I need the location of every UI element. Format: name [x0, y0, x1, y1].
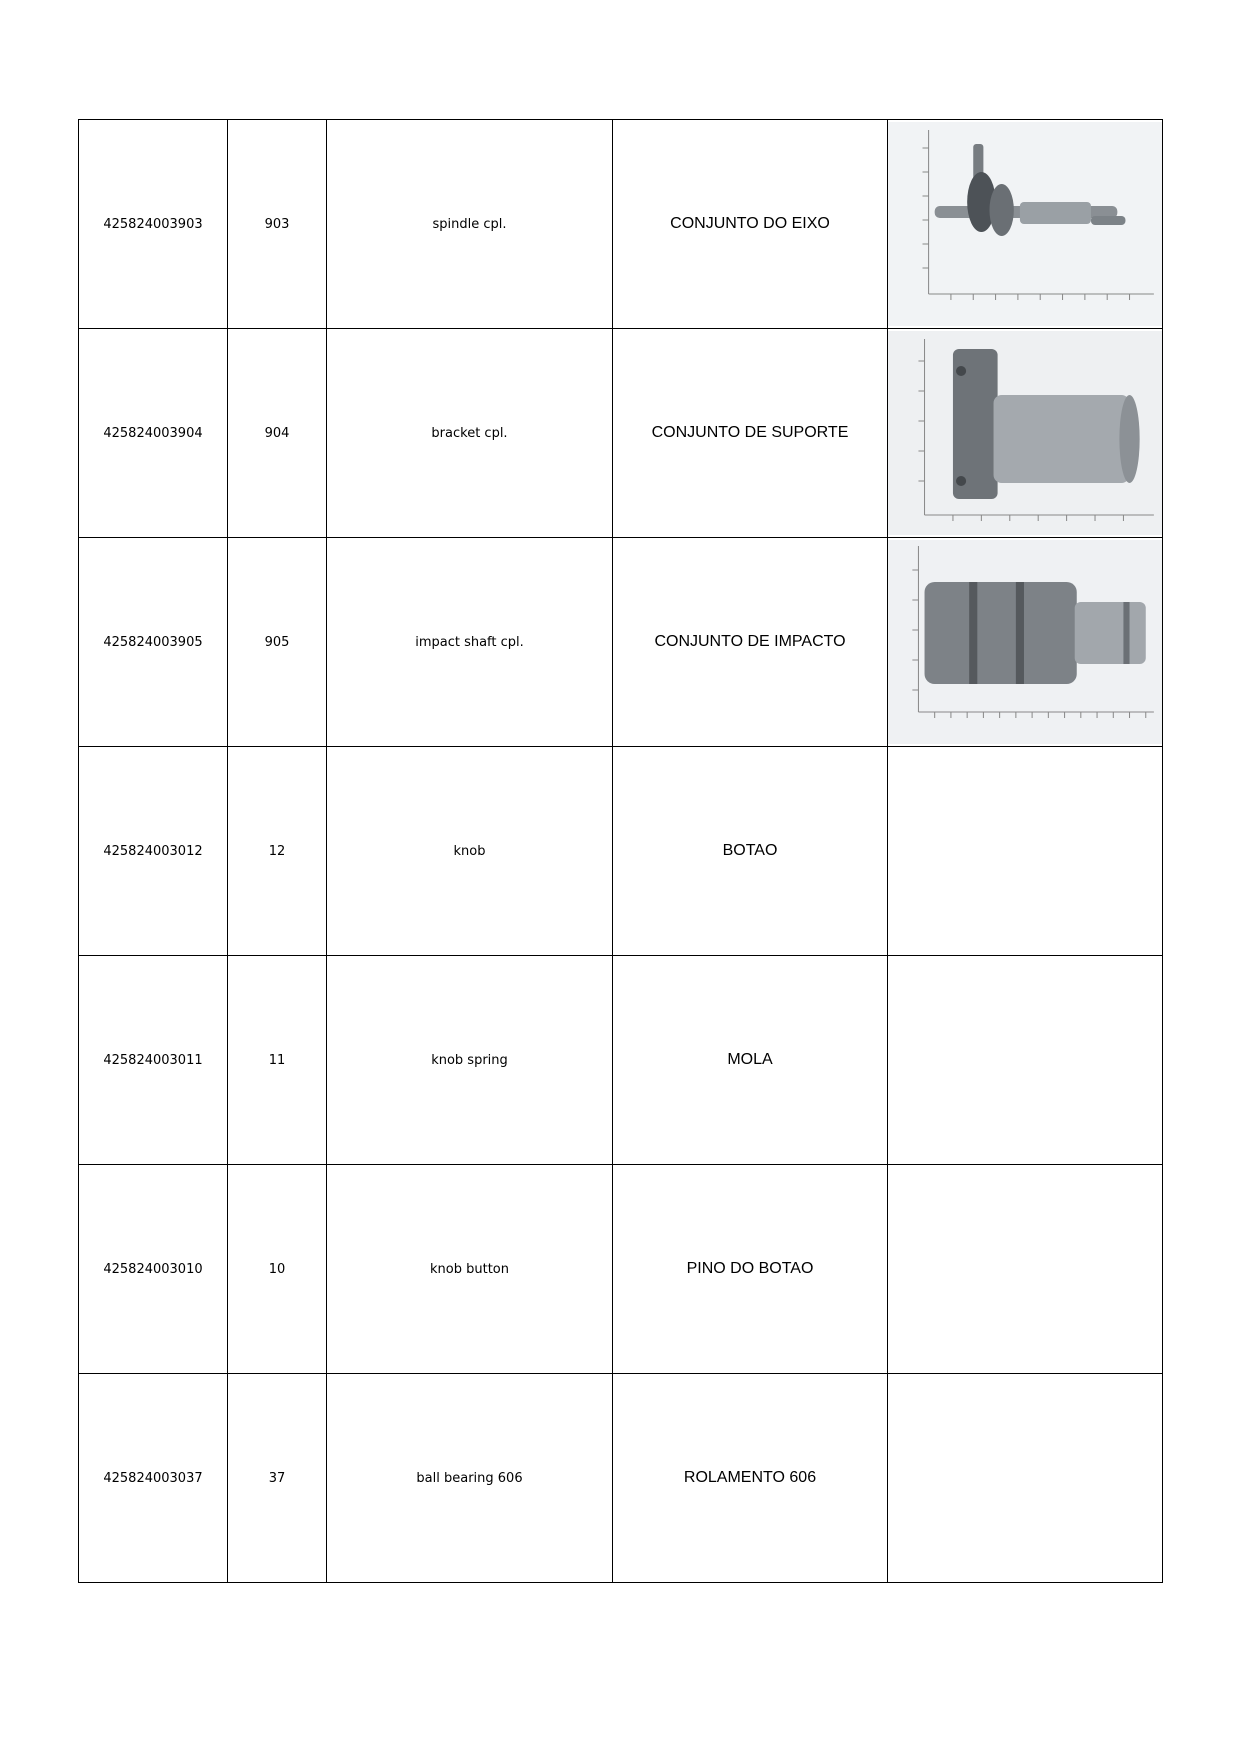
part-name-en: bracket cpl.	[327, 329, 613, 538]
part-name-pt: BOTAO	[613, 747, 888, 956]
part-name-en: knob	[327, 747, 613, 956]
table-row	[79, 538, 1163, 747]
part-code: 425824003903	[79, 120, 228, 329]
part-name-en: ball bearing 606	[327, 1374, 613, 1583]
ref-number: 37	[228, 1374, 327, 1583]
part-name-pt: MOLA	[613, 956, 888, 1165]
part-name-pt: CONJUNTO DE SUPORTE	[613, 329, 888, 538]
table-row	[79, 1165, 1163, 1374]
table-row	[79, 120, 1163, 329]
part-code: 425824003905	[79, 538, 228, 747]
part-name-pt: CONJUNTO DO EIXO	[613, 120, 888, 329]
part-code: 425824003904	[79, 329, 228, 538]
spindle-photo	[888, 122, 1162, 326]
table-row	[79, 747, 1163, 956]
ref-number: 10	[228, 1165, 327, 1374]
part-code: 425824003037	[79, 1374, 228, 1583]
impact-shaft-photo	[888, 540, 1162, 744]
bracket-photo	[888, 331, 1162, 535]
ref-number: 903	[228, 120, 327, 329]
part-code: 425824003010	[79, 1165, 228, 1374]
part-name-pt: PINO DO BOTAO	[613, 1165, 888, 1374]
ref-number: 905	[228, 538, 327, 747]
part-name-pt: CONJUNTO DE IMPACTO	[613, 538, 888, 747]
ref-number: 12	[228, 747, 327, 956]
table-row	[79, 329, 1163, 538]
table-row	[79, 956, 1163, 1165]
part-photo-cell	[888, 1165, 1163, 1374]
table-row	[79, 1374, 1163, 1583]
ref-number: 904	[228, 329, 327, 538]
part-name-en: knob spring	[327, 956, 613, 1165]
part-name-pt: ROLAMENTO 606	[613, 1374, 888, 1583]
part-photo-cell	[888, 329, 1163, 538]
part-photo-cell	[888, 538, 1163, 747]
part-code: 425824003011	[79, 956, 228, 1165]
part-photo-cell	[888, 747, 1163, 956]
part-name-en: spindle cpl.	[327, 120, 613, 329]
part-photo-cell	[888, 120, 1163, 329]
part-photo-cell	[888, 1374, 1163, 1583]
ref-number: 11	[228, 956, 327, 1165]
part-name-en: knob button	[327, 1165, 613, 1374]
part-photo-cell	[888, 956, 1163, 1165]
part-code: 425824003012	[79, 747, 228, 956]
part-name-en: impact shaft cpl.	[327, 538, 613, 747]
parts-table	[78, 119, 1163, 1583]
